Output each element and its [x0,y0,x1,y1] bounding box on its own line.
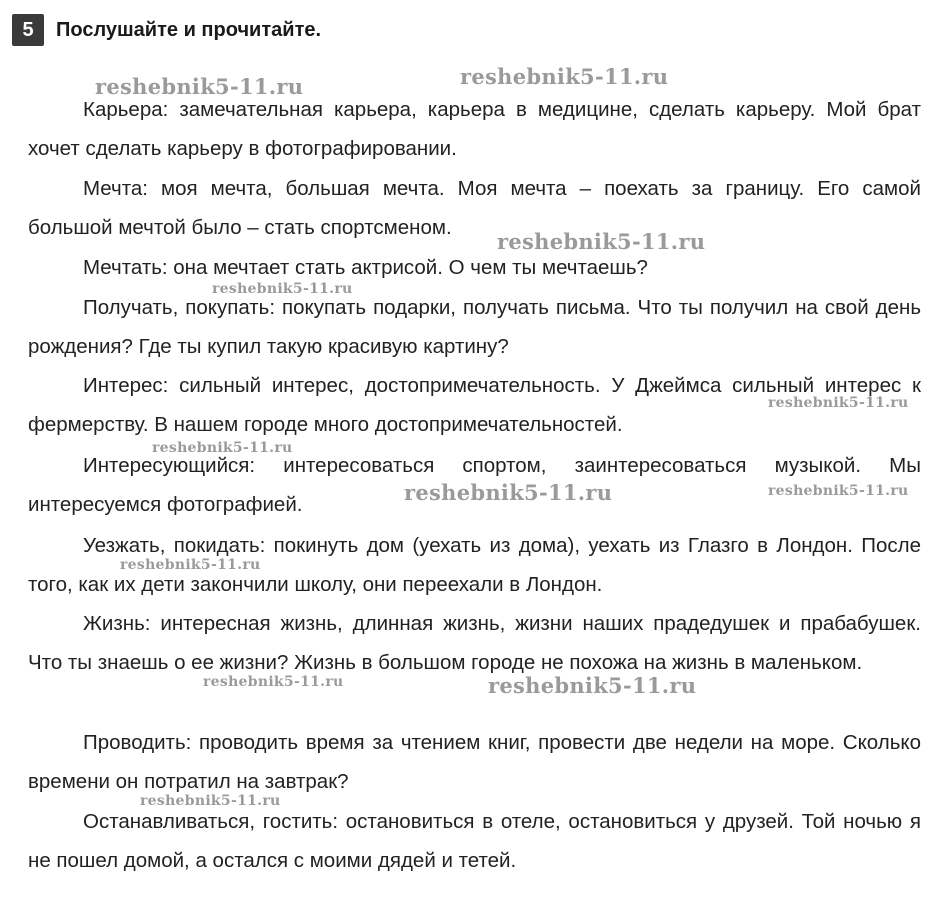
watermark: reshebnik5-11.ru [140,793,281,809]
exercise-title: Послушайте и прочитайте. [56,18,322,41]
exercise-number: 5 [12,14,44,46]
watermark: reshebnik5-11.ru [768,395,909,411]
watermark: reshebnik5-11.ru [203,674,344,690]
watermark: reshebnik5-11.ru [152,440,293,456]
watermark: reshebnik5-11.ru [497,229,706,254]
watermark: reshebnik5-11.ru [120,557,261,573]
paragraph-interest: Интерес: сильный интерес, достопримечательность. У Джеймса сильный интерес к фермерству. В нашем городе много достопримечательностей. [28,374,921,436]
paragraph-interested: Интересующийся: интересоваться спортом, заинтересоваться музыкой. Мы интересуемся фотографией. [28,454,921,516]
exercise-header [12,13,321,47]
watermark: reshebnik5-11.ru [460,64,669,89]
paragraph-to-dream: Мечтать: она мечтает стать актрисой. О чем ты мечтаешь? [83,256,648,279]
paragraph-career: Карьера: замечательная карьера, карьера в медицине, сделать карьеру. Мой брат хочет сделать карьеру в фотографировании. [28,98,921,160]
watermark: reshebnik5-11.ru [212,281,353,297]
paragraph-stay: Останавливаться, гостить: остановиться в отеле, остановиться у друзей. Той ночью я не пошел домой, а остался с моими дядей и тетей. [28,810,921,872]
paragraph-spend: Проводить: проводить время за чтением книг, провести две недели на море. Сколько времени он потратил на завтрак? [28,731,921,793]
paragraph-life: Жизнь: интересная жизнь, длинная жизнь, жизни наших прадедушек и прабабушек. Что ты знаешь о ее жизни? Жизнь в большом городе не похожа на жизнь в маленьком. [28,612,921,674]
watermark: reshebnik5-11.ru [404,480,613,505]
watermark: reshebnik5-11.ru [95,74,304,99]
paragraph-receive: Получать, покупать: покупать подарки, получать письма. Что ты получил на свой день рождения? Где ты купил такую красивую картину? [28,296,921,358]
watermark: reshebnik5-11.ru [488,673,697,698]
paragraph-leave: Уезжать, покидать: покинуть дом (уехать из дома), уехать из Глазго в Лондон. После того, как их дети закончили школу, они переехали в Лондон. [28,534,921,596]
paragraph-dream: Мечта: моя мечта, большая мечта. Моя мечта – поехать за границу. Его самой большой мечтой было – стать спортсменом. [28,177,921,239]
watermark: reshebnik5-11.ru [768,483,909,499]
